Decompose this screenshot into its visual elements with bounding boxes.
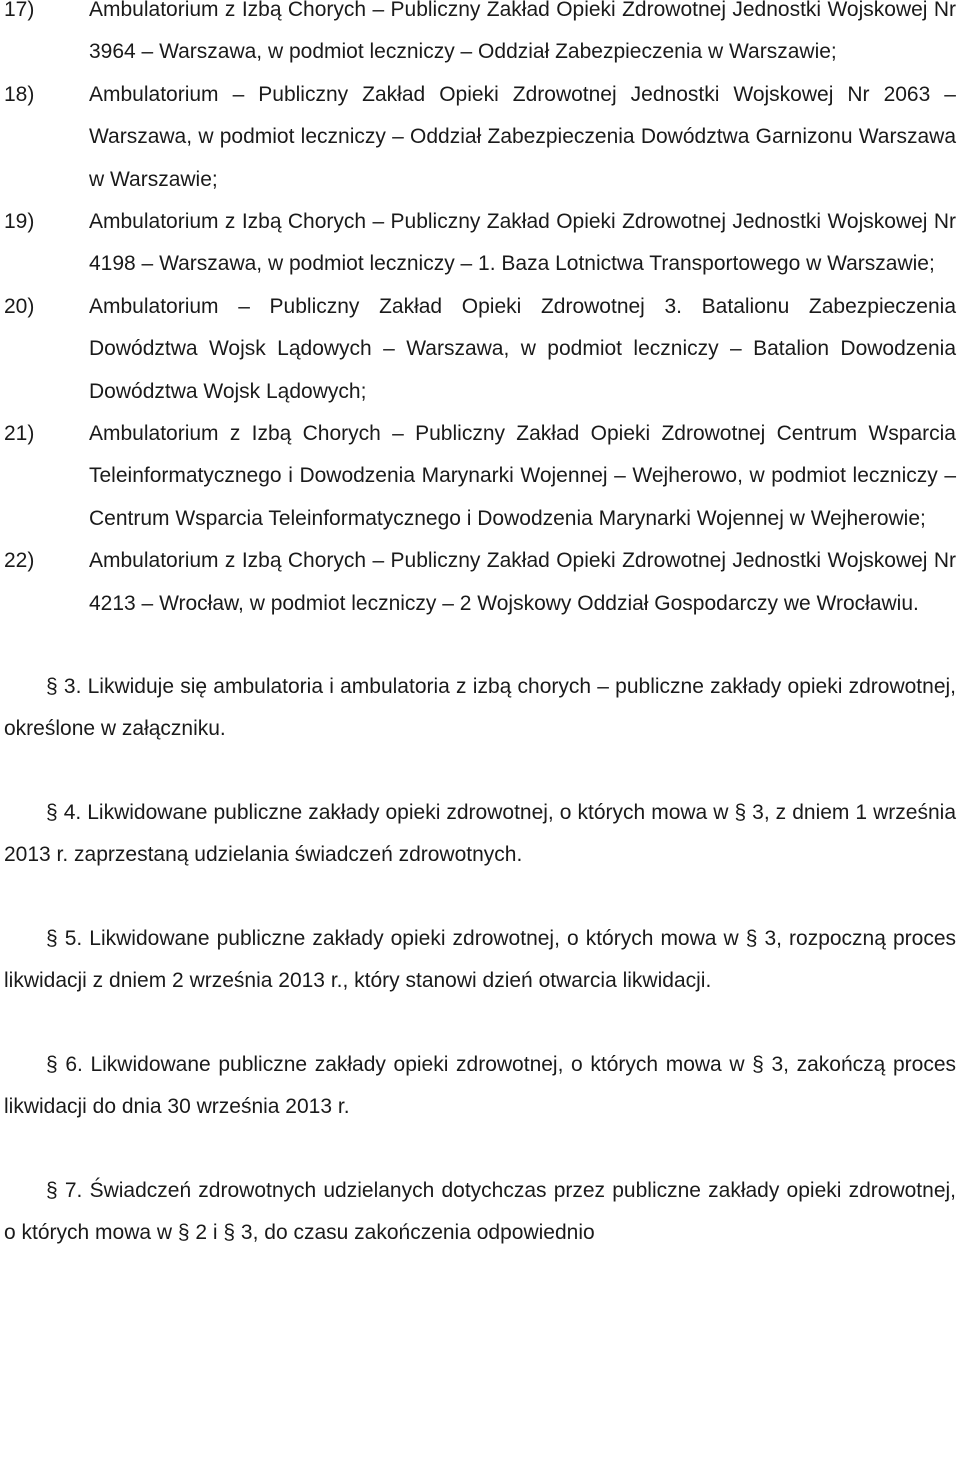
facility-list	[0, 0, 960, 625]
list-item	[0, 74, 960, 201]
list-item-text: Ambulatorium z Izbą Chorych – Publiczny Zakład Opieki Zdrowotnej Jednostki Wojskowej Nr 3964 – Warszawa, w podmiot leczniczy – Oddział Zabezpieczenia w Warszawie;	[89, 0, 956, 64]
list-item	[0, 0, 960, 74]
list-item-text: Ambulatorium z Izbą Chorych – Publiczny Zakład Opieki Zdrowotnej Centrum Wsparcia Teleinformatycznego i Dowodzenia Marynarki Wojennej – Wejherowo, w podmiot leczniczy – Centrum Wsparcia Teleinformatycznego i Dowodzenia Marynarki Wojennej w Wejherowie;	[89, 422, 956, 530]
list-item-number: 18)	[4, 82, 35, 106]
list-item-number: 19)	[4, 210, 35, 234]
list-item-text: Ambulatorium z Izbą Chorych – Publiczny Zakład Opieki Zdrowotnej Jednostki Wojskowej Nr 4198 – Warszawa, w podmiot leczniczy – 1. Baza Lotnictwa Transportowego w Warszawie;	[89, 210, 956, 276]
list-item-number: 17)	[4, 0, 35, 21]
paragraph-section-4: § 4. Likwidowane publiczne zakłady opieki zdrowotnej, o których mowa w § 3, z dniem 1 września 2013 r. zaprzestaną udzielania świadczeń zdrowotnych.	[4, 801, 956, 867]
list-item-text: Ambulatorium z Izbą Chorych – Publiczny Zakład Opieki Zdrowotnej Jednostki Wojskowej Nr 4213 – Wrocław, w podmiot leczniczy – 2 Wojskowy Oddział Gospodarczy we Wrocławiu.	[89, 549, 956, 615]
list-item-text: Ambulatorium – Publiczny Zakład Opieki Zdrowotnej Jednostki Wojskowej Nr 2063 – Warszawa, w podmiot leczniczy – Oddział Zabezpieczenia Dowództwa Garnizonu Warszawa w Warszawie;	[89, 82, 956, 191]
list-item	[0, 540, 960, 625]
list-item-number: 22)	[4, 549, 35, 573]
list-item-number: 21)	[4, 422, 35, 446]
list-item	[0, 413, 960, 540]
list-item	[0, 286, 960, 413]
paragraph-section-5: § 5. Likwidowane publiczne zakłady opieki zdrowotnej, o których mowa w § 3, rozpoczną proces likwidacji z dniem 2 września 2013 r., który stanowi dzień otwarcia likwidacji.	[4, 927, 956, 993]
list-item-text: Ambulatorium – Publiczny Zakład Opieki Zdrowotnej 3. Batalionu Zabezpieczenia Dowództwa Wojsk Lądowych – Warszawa, w podmiot leczniczy – Batalion Dowodzenia Dowództwa Wojsk Lądowych;	[89, 294, 956, 403]
list-item-number: 20)	[4, 294, 35, 318]
paragraph-section-7: § 7. Świadczeń zdrowotnych udzielanych dotychczas przez publiczne zakłady opieki zdrowotnej, o których mowa w § 2 i § 3, do czasu zakończenia odpowiednio	[4, 1179, 956, 1245]
list-item	[0, 201, 960, 286]
paragraph-section-3: § 3. Likwiduje się ambulatoria i ambulatoria z izbą chorych – publiczne zakłady opieki zdrowotnej, określone w załączniku.	[4, 675, 956, 741]
paragraph-section-6: § 6. Likwidowane publiczne zakłady opieki zdrowotnej, o których mowa w § 3, zakończą proces likwidacji do dnia 30 września 2013 r.	[4, 1053, 956, 1119]
